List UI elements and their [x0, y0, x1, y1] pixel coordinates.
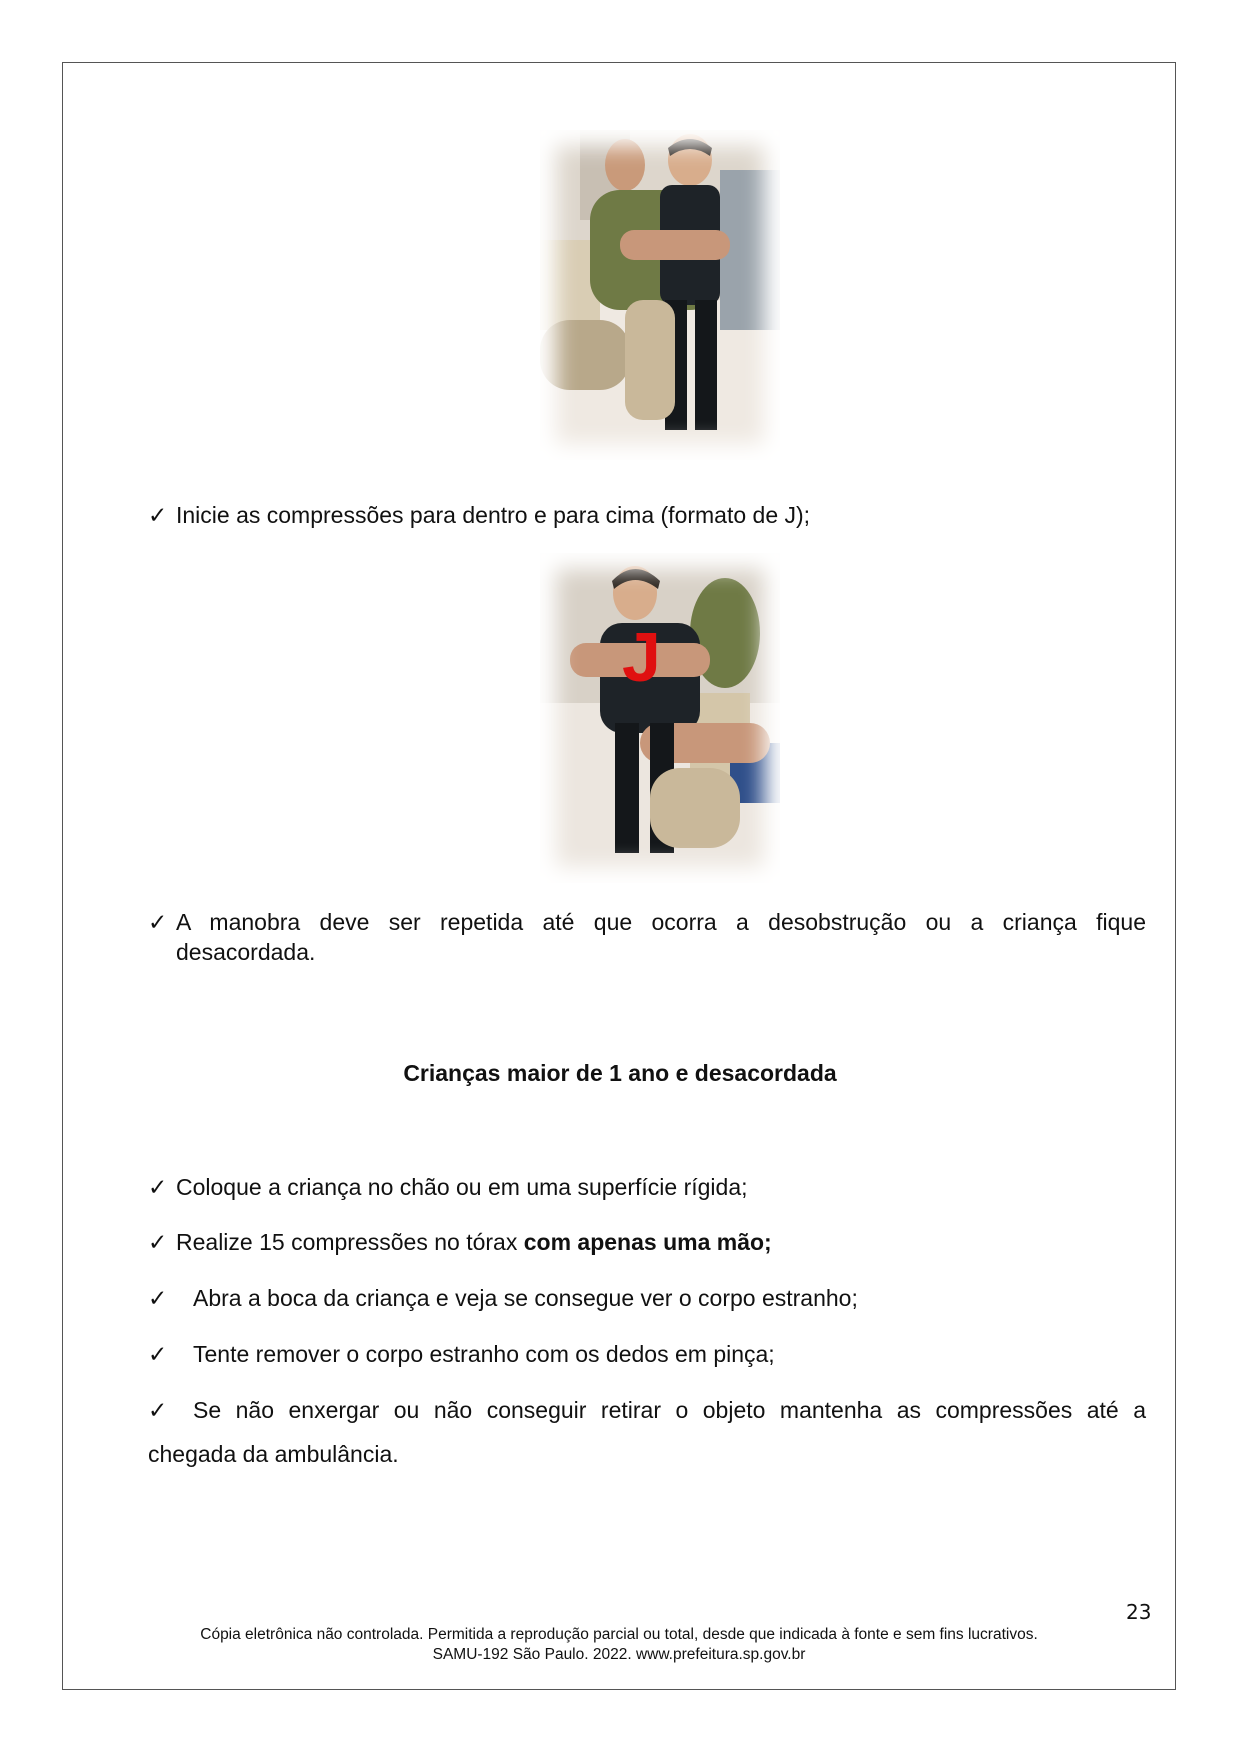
- footer-line-1: Cópia eletrônica não controlada. Permitida a reprodução parcial ou total, desde que indicada à fonte e sem fins lucrativos.: [200, 1626, 1038, 1643]
- check-icon: ✓: [148, 1397, 168, 1423]
- bullet-item: ✓ Inicie as compressões para dentro e para cima (formato de J);: [148, 499, 810, 531]
- check-icon: ✓: [148, 909, 168, 935]
- photo-j-compression: [540, 553, 780, 883]
- bullet-item: ✓ Abra a boca da criança e veja se consegue ver o corpo estranho;: [148, 1282, 858, 1314]
- footer-line-2: SAMU-192 São Paulo. 2022. www.prefeitura.sp.gov.br: [432, 1646, 806, 1663]
- section-heading: Crianças maior de 1 ano e desacordada: [403, 1060, 837, 1086]
- bullet-continuation: desacordada.: [176, 939, 316, 965]
- bullet-item: ✓ Realize 15 compressões no tórax com apenas uma mão;: [148, 1226, 772, 1258]
- bullet-item: ✓ Tente remover o corpo estranho com os dedos em pinça;: [148, 1338, 775, 1370]
- check-icon: ✓: [148, 1341, 168, 1367]
- check-icon: ✓: [148, 502, 168, 528]
- check-icon: ✓: [148, 1285, 168, 1311]
- page-number: 23: [1126, 1600, 1152, 1624]
- bullet-item: ✓ Coloque a criança no chão ou em uma superfície rígida;: [148, 1171, 748, 1203]
- check-icon: ✓: [148, 1174, 168, 1200]
- bullet-item: ✓ A manobra deve ser repetida até que ocorra a desobstrução ou a criança fique: [148, 906, 1146, 938]
- bullet-continuation: chegada da ambulância.: [148, 1441, 399, 1467]
- j-letter-overlay: J: [622, 618, 661, 696]
- check-icon: ✓: [148, 1229, 168, 1255]
- bullet-item: ✓ Se não enxergar ou não conseguir retirar o objeto mantenha as compressões até a: [148, 1394, 1146, 1426]
- photo-adult-holding-child: [540, 130, 780, 460]
